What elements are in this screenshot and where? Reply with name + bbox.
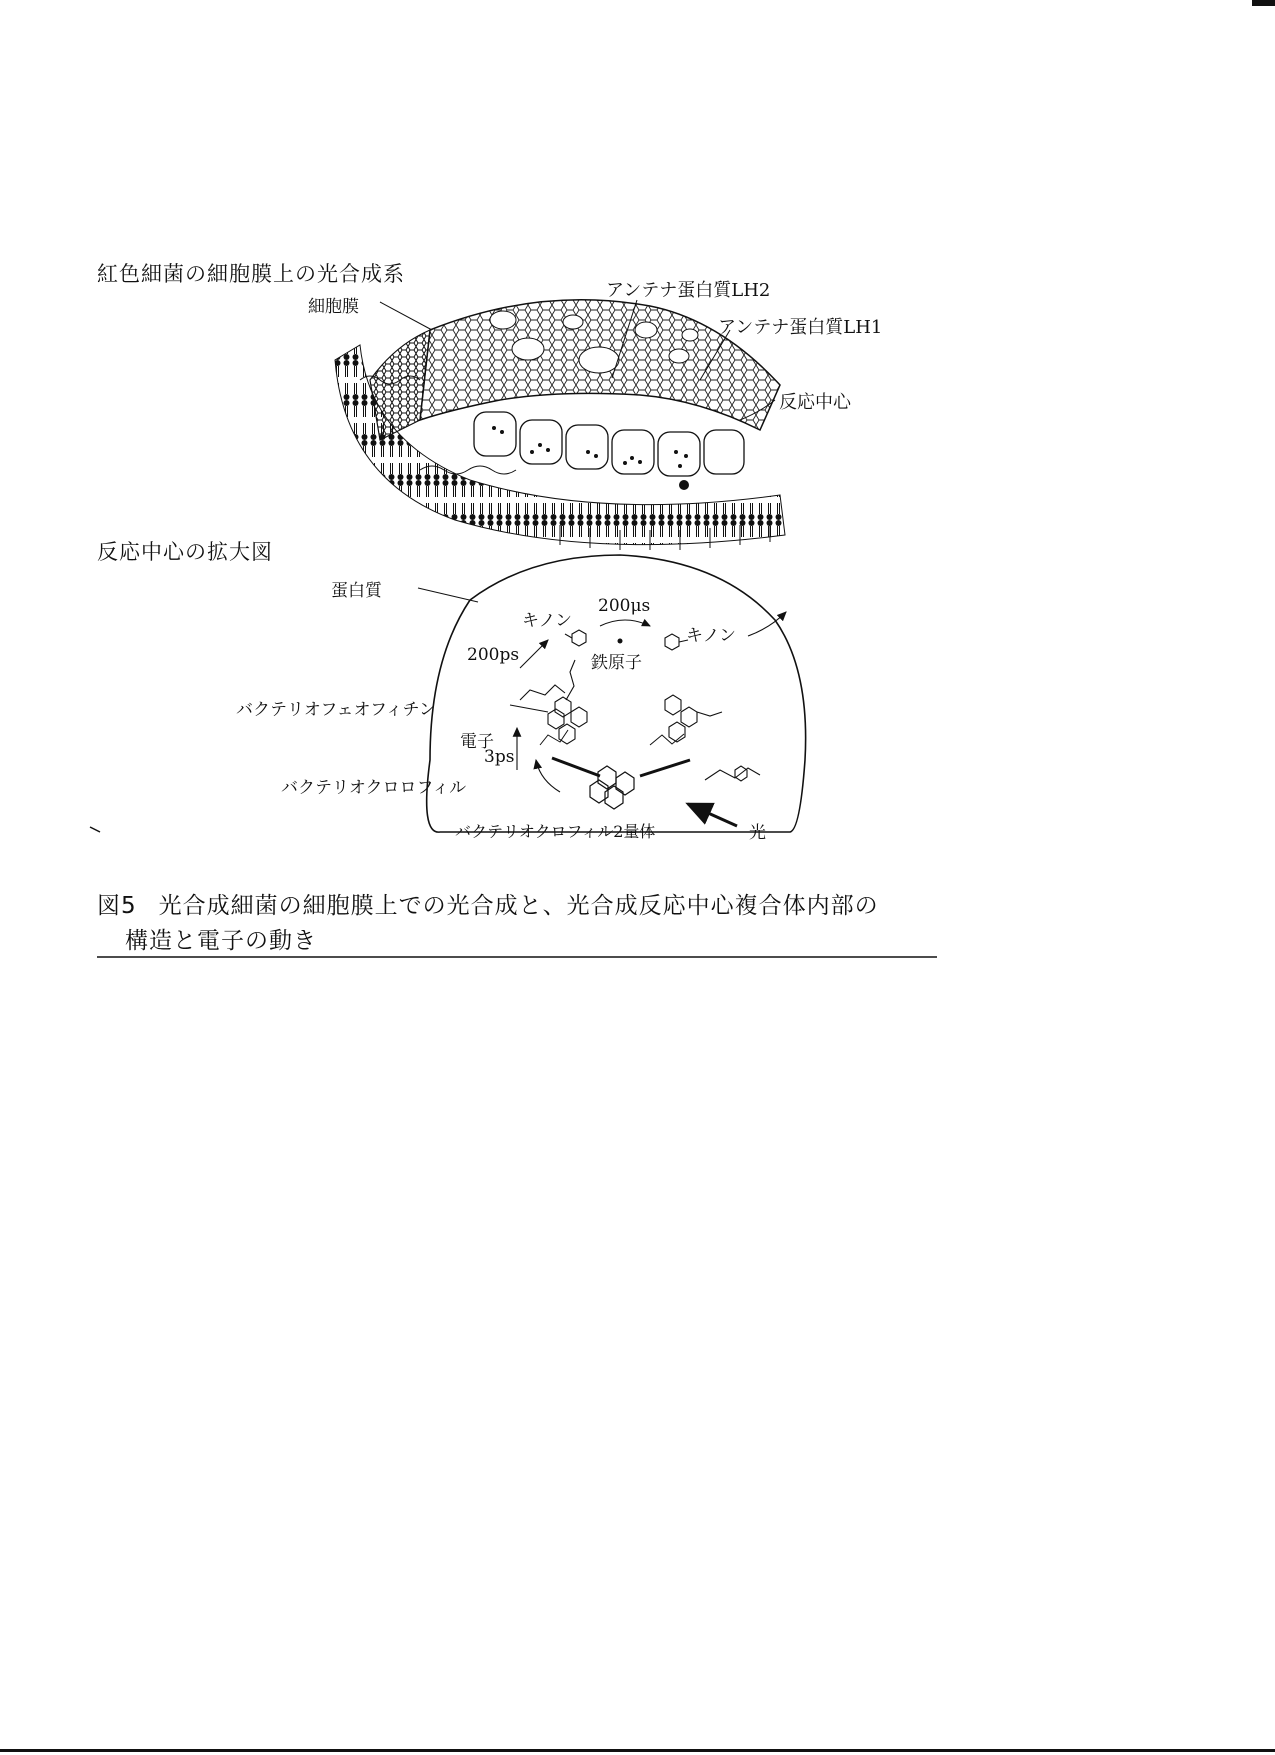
caption-text-1: 光合成細菌の細胞膜上での光合成と、光合成反応中心複合体内部の: [158, 893, 879, 919]
label-quinone-right: キノン: [686, 626, 736, 646]
label-iron-atom: 鉄原子: [591, 653, 642, 673]
figure-caption-line2: 構造と電子の動き: [125, 928, 317, 954]
label-electron: 電子: [460, 732, 494, 752]
label-lh2: アンテナ蛋白質LH2: [606, 280, 771, 301]
label-200ps: 200ps: [467, 645, 520, 665]
label-quinone-left: キノン: [522, 611, 572, 631]
label-reaction-center: 反応中心: [779, 392, 851, 413]
label-lh1: アンテナ蛋白質LH1: [718, 317, 883, 338]
label-bacteriochlorophyll: バクテリオクロロフィル: [281, 778, 467, 798]
label-3ps: 3ps: [484, 747, 515, 767]
section-title-photosynthesis-system: 紅色細菌の細胞膜上の光合成系: [97, 262, 405, 286]
membrane-diagram: [335, 300, 785, 550]
reaction-center-diagram: [418, 555, 806, 832]
label-light: 光: [749, 823, 766, 843]
label-cell-membrane: 細胞膜: [308, 297, 359, 317]
label-200us: 200μs: [598, 596, 651, 616]
section-title-rc-enlarged: 反応中心の拡大図: [97, 540, 273, 564]
figure-number: 図5: [97, 893, 137, 919]
label-bacteriopheophytin: バクテリオフェオフィチン: [236, 700, 436, 720]
label-bchl-dimer: バクテリオクロフィル2量体: [455, 822, 656, 841]
label-protein: 蛋白質: [331, 581, 382, 601]
